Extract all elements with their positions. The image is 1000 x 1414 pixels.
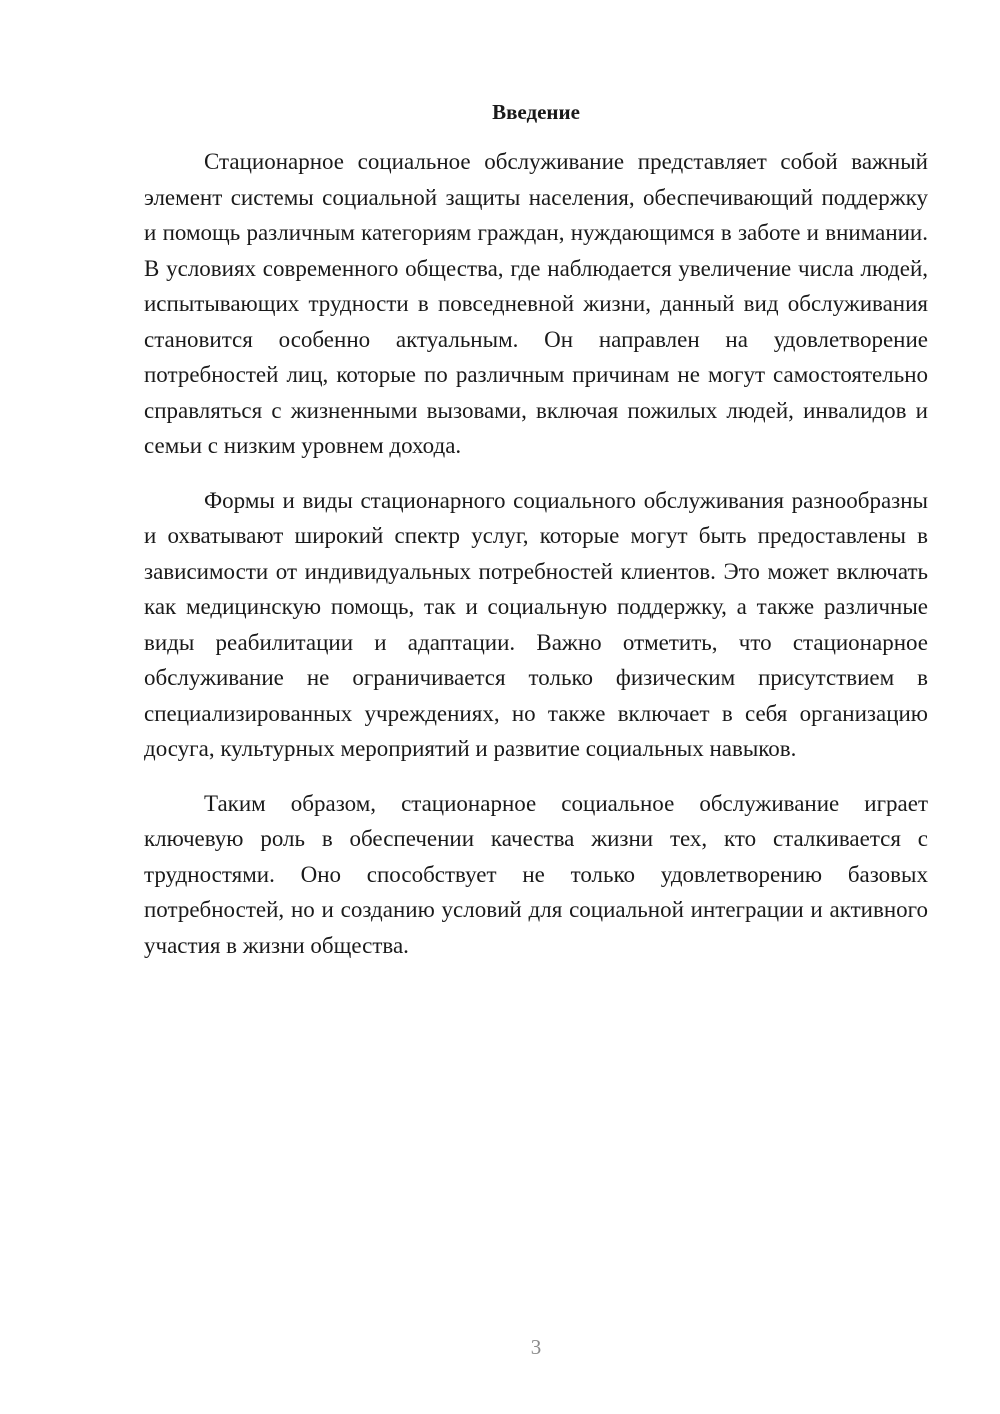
body-text <box>144 144 928 963</box>
paragraph-3: Таким образом, стационарное социальное обслуживание играет ключевую роль в обеспечении качества жизни тех, кто сталкивается с трудностями. Оно способствует не только удовлетворению базовых потребностей, но и созданию условий для социальной интеграции и активного участия в жизни общества. <box>144 790 928 958</box>
section-title: Введение <box>492 100 580 124</box>
paragraph-2: Формы и виды стационарного социального обслуживания разнообразны и охватывают широкий спектр услуг, которые могут быть предоставлены в зависимости от индивидуальных потребностей клиентов. Это может включать как медицинскую помощь, так и социальную поддержку, а также различные виды реабилитации и адаптации. Важно отметить, что стационарное обслуживание не ограничивается только физическим присутствием в специализированных учреждениях, но также включает в себя организацию досуга, культурных мероприятий и развитие социальных навыков. <box>144 487 928 761</box>
paragraph-1: Стационарное социальное обслуживание представляет собой важный элемент системы социальной защиты населения, обеспечивающий поддержку и помощь различным категориям граждан, нуждающимся в заботе и внимании. В условиях современного общества, где наблюдается увеличение числа людей, испытывающих трудности в повседневной жизни, данный вид обслуживания становится особенно актуальным. Он направлен на удовлетворение потребностей лиц, которые по различным причинам не могут самостоятельно справляться с жизненными вызовами, включая пожилых людей, инвалидов и семьи с низким уровнем дохода. <box>144 149 928 458</box>
page-number: 3 <box>530 1335 542 1359</box>
